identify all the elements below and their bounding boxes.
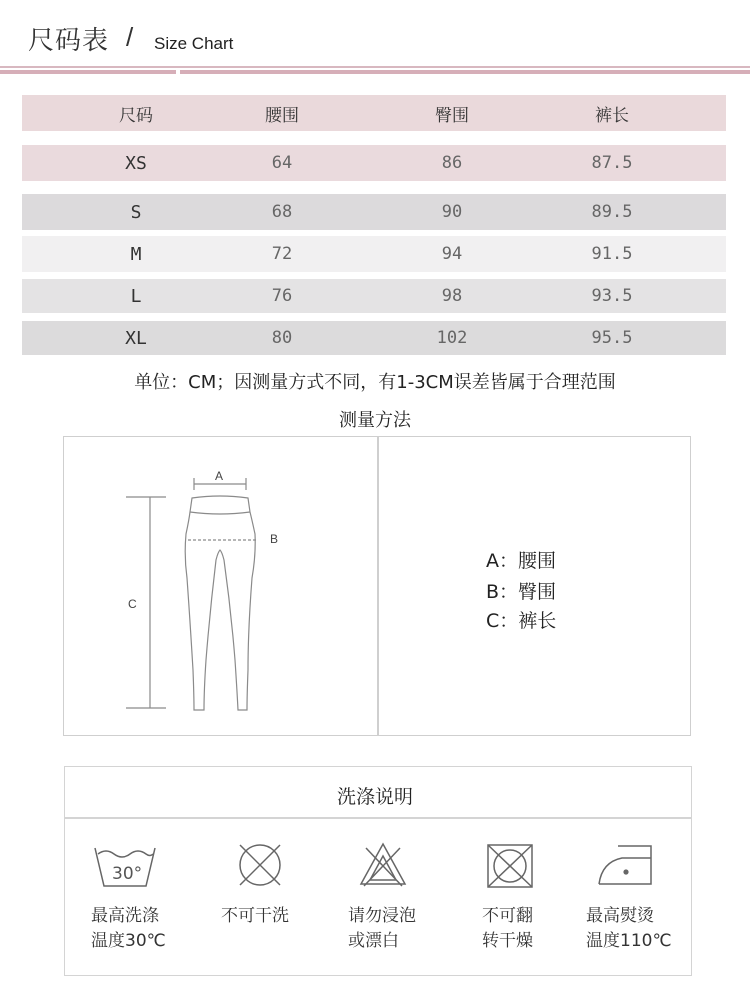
table-row (22, 321, 726, 355)
length-cell: 91.5 (591, 244, 633, 264)
table-row (22, 145, 726, 181)
label-b: B (270, 532, 279, 546)
legend-hip: B：臀围 (486, 581, 557, 603)
wash-label-5: 最高熨烫 温度110℃ (586, 906, 672, 951)
header-divider (0, 66, 750, 68)
wash-label-3: 请勿浸泡 或漂白 (348, 906, 416, 951)
length-cell: 93.5 (591, 286, 633, 306)
label-a: A (215, 469, 224, 483)
wash-box-divider (64, 817, 692, 819)
length-cell: 89.5 (591, 202, 633, 222)
size-cell: XS (125, 152, 147, 174)
wash-label-4: 不可翻 转干燥 (482, 906, 533, 951)
wash-label-2: 不可干洗 (221, 906, 289, 926)
table-row (22, 194, 726, 230)
wash-title: 洗涤说明 (336, 786, 413, 808)
page-subtitle: Size Chart (154, 34, 234, 53)
title-separator: / (126, 22, 134, 52)
size-table-header (22, 95, 726, 131)
hip-cell: 102 (436, 328, 468, 348)
no-bleach-icon (358, 840, 408, 890)
size-cell: M (130, 243, 142, 265)
col-header-size: 尺码 (119, 105, 153, 126)
leggings-diagram (110, 460, 310, 720)
col-header-length: 裤长 (595, 105, 629, 126)
wash-temp-text: 30° (112, 864, 143, 884)
legend-waist: A：腰围 (486, 550, 556, 572)
legend-length: C：裤长 (486, 610, 557, 632)
header-accent-bar-right (180, 70, 750, 74)
waist-cell: 76 (271, 286, 293, 306)
measurement-note: 单位：CM；因测量方式不同，有1-3CM误差皆属于合理范围 (134, 372, 616, 393)
no-dry-clean-icon (236, 840, 284, 888)
table-row (22, 236, 726, 272)
waist-cell: 68 (271, 202, 293, 222)
length-cell: 95.5 (591, 328, 633, 348)
table-row (22, 279, 726, 313)
wash-label-1: 最高洗涤 温度30℃ (91, 906, 166, 951)
measurement-box-divider (377, 436, 379, 736)
measurement-title: 测量方法 (339, 410, 411, 431)
no-tumble-dry-icon (485, 840, 535, 890)
label-c: C (128, 597, 137, 611)
wash-30-icon (92, 840, 158, 890)
leggings-waistband (190, 512, 250, 514)
col-header-waist: 腰围 (265, 105, 299, 126)
size-cell: XL (125, 327, 147, 349)
col-header-hip: 臀围 (435, 105, 469, 126)
waist-cell: 64 (271, 153, 293, 173)
waist-cell: 72 (271, 244, 293, 264)
hip-cell: 94 (441, 244, 463, 264)
page-title: 尺码表 (28, 26, 110, 56)
waist-cell: 80 (271, 328, 293, 348)
header-accent-bar-left (0, 70, 176, 74)
size-cell: L (130, 285, 142, 307)
hip-cell: 98 (441, 286, 463, 306)
size-cell: S (130, 201, 142, 223)
hip-cell: 86 (441, 153, 463, 173)
hip-cell: 90 (441, 202, 463, 222)
leggings-outline (185, 496, 255, 710)
iron-110-icon (596, 840, 654, 886)
length-cell: 87.5 (591, 153, 633, 173)
